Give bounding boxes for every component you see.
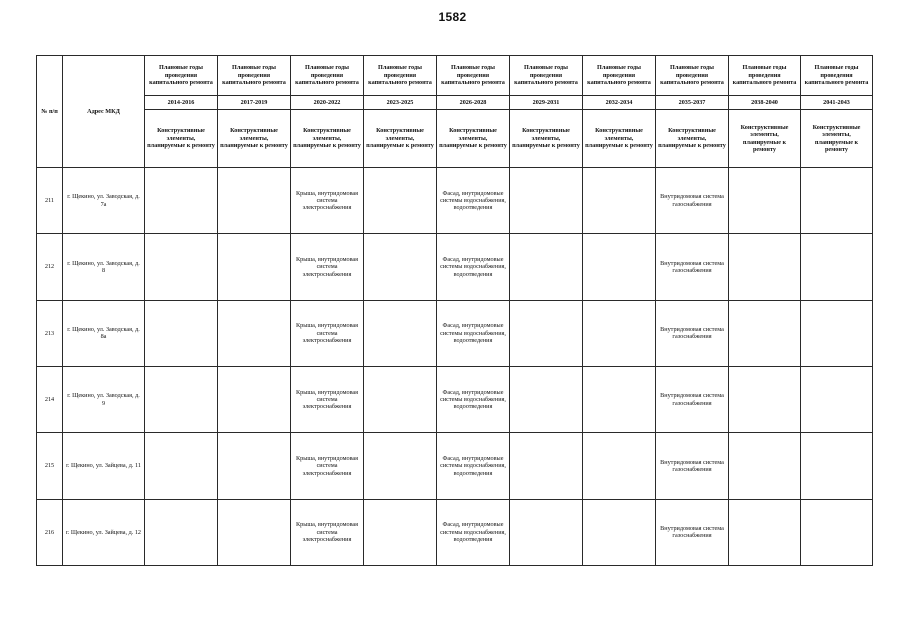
row-number: 211 — [37, 168, 63, 234]
row-cell — [218, 433, 291, 499]
table-body — [37, 168, 873, 566]
header-year-range: 2032-2034 — [583, 96, 656, 110]
row-cell — [145, 433, 218, 499]
header-elements: Конструктивные элементы, планируемые к ремонту — [218, 110, 291, 168]
row-cell — [583, 433, 656, 499]
row-number: 216 — [37, 499, 63, 565]
header-year-range: 2035-2037 — [656, 96, 729, 110]
row-cell — [364, 300, 437, 366]
row-cell: Фасад, внутридомовые системы водоснабжения, водоотведения — [437, 499, 510, 565]
header-period: Плановые годы проведения капитального ремонта — [291, 56, 364, 96]
row-cell — [583, 168, 656, 234]
row-cell — [729, 366, 801, 432]
table-row — [37, 168, 873, 234]
row-cell: Фасад, внутридомовые системы водоснабжения, водоотведения — [437, 300, 510, 366]
header-period: Плановые годы проведения капитального ремонта — [729, 56, 801, 96]
row-cell — [801, 300, 873, 366]
header-elements: Конструктивные элементы, планируемые к ремонту — [583, 110, 656, 168]
header-elements: Конструктивные элементы, планируемые к ремонту — [510, 110, 583, 168]
row-cell — [510, 300, 583, 366]
row-cell: Крыша, внутридомовая система электроснабжения — [291, 366, 364, 432]
row-cell: Крыша, внутридомовая система электроснабжения — [291, 499, 364, 565]
header-elements: Конструктивные элементы, планируемые к ремонту — [145, 110, 218, 168]
row-number: 213 — [37, 300, 63, 366]
row-cell: Фасад, внутридомовые системы водоснабжения, водоотведения — [437, 433, 510, 499]
row-cell — [145, 300, 218, 366]
row-address: г. Щекино, ул. Заводская, д. 7а — [63, 168, 145, 234]
header-row-period — [37, 56, 873, 96]
header-elements: Конструктивные элементы, планируемые к ремонту — [437, 110, 510, 168]
row-cell — [583, 366, 656, 432]
header-year-range: 2041-2043 — [801, 96, 873, 110]
row-address: г. Щекино, ул. Заводская, д. 8а — [63, 300, 145, 366]
row-cell: Фасад, внутридомовые системы водоснабжения, водоотведения — [437, 234, 510, 300]
header-elements: Конструктивные элементы, планируемые к ремонту — [364, 110, 437, 168]
row-number: 214 — [37, 366, 63, 432]
row-cell — [729, 300, 801, 366]
row-cell — [364, 234, 437, 300]
header-elements: Конструктивные элементы, планируемые к ремонту — [801, 110, 873, 168]
row-cell — [729, 234, 801, 300]
row-cell — [801, 433, 873, 499]
row-cell — [510, 433, 583, 499]
row-cell — [510, 234, 583, 300]
row-cell — [729, 433, 801, 499]
row-cell: Внутридомовая система газоснабжения — [656, 168, 729, 234]
header-year-range: 2023-2025 — [364, 96, 437, 110]
row-cell: Фасад, внутридомовые системы водоснабжения, водоотведения — [437, 168, 510, 234]
row-cell — [218, 234, 291, 300]
row-cell — [583, 499, 656, 565]
row-cell — [364, 499, 437, 565]
row-cell — [510, 499, 583, 565]
row-number: 212 — [37, 234, 63, 300]
header-year-range: 2017-2019 — [218, 96, 291, 110]
header-year-range: 2020-2022 — [291, 96, 364, 110]
row-cell — [145, 499, 218, 565]
table-row — [37, 300, 873, 366]
table-row — [37, 366, 873, 432]
row-cell — [510, 168, 583, 234]
row-cell — [145, 168, 218, 234]
header-year-range: 2038-2040 — [729, 96, 801, 110]
row-cell: Крыша, внутридомовая система электроснабжения — [291, 168, 364, 234]
row-cell: Крыша, внутридомовая система электроснабжения — [291, 433, 364, 499]
row-address: г. Щекино, ул. Заводская, д. 8 — [63, 234, 145, 300]
header-elements: Конструктивные элементы, планируемые к ремонту — [656, 110, 729, 168]
row-cell — [218, 499, 291, 565]
row-address: г. Щекино, ул. Зайцева, д. 11 — [63, 433, 145, 499]
header-address: Адрес МКД — [63, 56, 145, 168]
row-cell — [218, 366, 291, 432]
row-cell: Фасад, внутридомовые системы водоснабжения, водоотведения — [437, 366, 510, 432]
row-cell — [510, 366, 583, 432]
header-period: Плановые годы проведения капитального ремонта — [510, 56, 583, 96]
row-cell — [729, 499, 801, 565]
header-year-range: 2029-2031 — [510, 96, 583, 110]
row-cell: Внутридомовая система газоснабжения — [656, 300, 729, 366]
header-period: Плановые годы проведения капитального ремонта — [364, 56, 437, 96]
row-cell — [145, 234, 218, 300]
row-cell — [583, 234, 656, 300]
row-address: г. Щекино, ул. Заводская, д. 9 — [63, 366, 145, 432]
header-elements: Конструктивные элементы, планируемые к ремонту — [729, 110, 801, 168]
table-row — [37, 234, 873, 300]
header-year-range: 2026-2028 — [437, 96, 510, 110]
row-cell — [801, 366, 873, 432]
row-cell — [583, 300, 656, 366]
table-row — [37, 499, 873, 565]
header-row-years — [37, 96, 873, 110]
row-number: 215 — [37, 433, 63, 499]
capital-repair-plan-table — [36, 55, 873, 566]
row-cell — [364, 366, 437, 432]
row-cell: Внутридомовая система газоснабжения — [656, 234, 729, 300]
header-row-elements — [37, 110, 873, 168]
row-cell: Внутридомовая система газоснабжения — [656, 366, 729, 432]
row-cell — [218, 168, 291, 234]
header-period: Плановые годы проведения капитального ремонта — [801, 56, 873, 96]
row-cell: Внутридомовая система газоснабжения — [656, 499, 729, 565]
header-period: Плановые годы проведения капитального ремонта — [437, 56, 510, 96]
row-cell — [729, 168, 801, 234]
row-cell: Крыша, внутридомовая система электроснабжения — [291, 300, 364, 366]
row-cell — [801, 168, 873, 234]
table-header — [37, 56, 873, 168]
page-number: 1582 — [438, 10, 467, 24]
row-cell — [218, 300, 291, 366]
header-num: № п/п — [37, 56, 63, 168]
row-cell: Внутридомовая система газоснабжения — [656, 433, 729, 499]
row-cell — [801, 234, 873, 300]
header-period: Плановые годы проведения капитального ремонта — [583, 56, 656, 96]
table-row — [37, 433, 873, 499]
header-year-range: 2014-2016 — [145, 96, 218, 110]
header-period: Плановые годы проведения капитального ремонта — [218, 56, 291, 96]
row-cell — [364, 433, 437, 499]
header-elements: Конструктивные элементы, планируемые к ремонту — [291, 110, 364, 168]
header-period: Плановые годы проведения капитального ремонта — [656, 56, 729, 96]
row-cell — [801, 499, 873, 565]
row-cell: Крыша, внутридомовая система электроснабжения — [291, 234, 364, 300]
row-cell — [364, 168, 437, 234]
row-cell — [145, 366, 218, 432]
row-address: г. Щекино, ул. Зайцева, д. 12 — [63, 499, 145, 565]
header-period: Плановые годы проведения капитального ремонта — [145, 56, 218, 96]
